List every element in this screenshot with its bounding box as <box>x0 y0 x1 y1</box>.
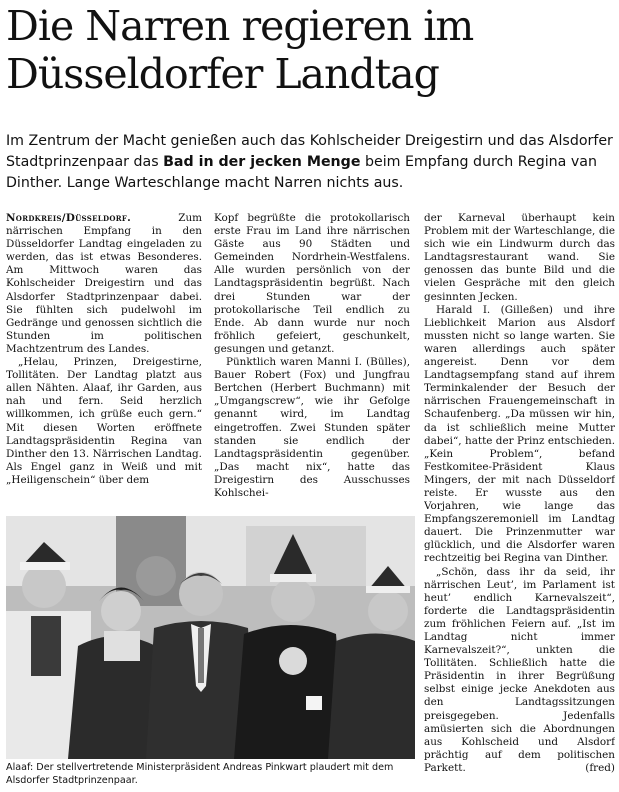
paragraph-text: Zum närrischen Empfang in den Düsseldorfer Landtag eingeladen zu werden, das ist etwas Besonderes. Am Mittwoch waren das Kohlscheider Dreigestirn und das Alsdorfer Stadtprinzenpaar dabei. Sie fühlten sich pudelwohl im Gedränge und genossen sichtlich die Stunden im politischen Machtzentrum des Landes. <box>6 212 202 355</box>
subheadline <box>6 131 614 194</box>
paragraph <box>424 566 615 776</box>
paragraph <box>6 212 202 356</box>
subheadline-part-2: beim Empfang durch Regina van Dinther. Lange Warteschlange macht Narren nichts aus. <box>6 154 597 191</box>
headline-line-2: Düsseldorfer Landtag <box>6 50 439 98</box>
subheadline-highlight: Bad in der jecken Menge <box>163 154 361 170</box>
paragraph: Harald I. (Gilleßen) und ihre Lieblichkeit Marion aus Alsdorf mussten nicht so lange warten. Sie waren allerdings auch später angereist. Denn vor dem Landtagsempfang stand auf ihrem Terminkalender der Besuch der närrischen Frauengemeinschaft in Schaufenberg. „Da müssen wir hin, da ist schließlich meine Mutter dabei“, hatte der Prinz entschieden. „Kein Problem“, befand Festkomitee-Präsident Klaus Mingers, der mit nach Düsseldorf reiste. Er wusste aus den Vorjahren, wie lange das Empfangszeremoniell im Landtag dauert. Die Prinzenmutter war glücklich, und die Alsdorfer waren rechtzeitig bei Regina van Dinther. <box>424 303 615 565</box>
photo-caption: Alaaf: Der stellvertretende Ministerpräsident Andreas Pinkwart plaudert mit dem Alsdorfer Stadtprinzenpaar. <box>6 762 394 786</box>
headline <box>6 2 614 98</box>
paragraph: Kopf begrüßte die protokollarisch erste Frau im Land ihre närrischen Gäste aus 90 Städten und Gemeinden Nordrhein-Westfalens. Alle wurden persönlich von der Landtagspräsidentin begrüßt. Nach drei Stunden war der protokollarische Teil endlich zu Ende. Ab dann wurde nur noch fröhlich gefeiert, geschunkelt, gesungen und getanzt. <box>214 212 410 355</box>
photo-illustration <box>6 516 415 759</box>
author-signature: (fred) <box>585 761 615 774</box>
headline-line-1: Die Narren regieren im <box>6 2 474 50</box>
subheadline-part-1: Im Zentrum der Macht genießen auch das Kohlscheider Dreigestirn und das Alsdorfer Stadtprinzenpaar das <box>6 133 613 170</box>
paragraph-text: „Schön, dass ihr da seid, ihr närrischen Leut’, im Parlament ist heut’ endlich Karnevalszeit“, forderte die Landtagspräsidentin zum fröhlichen Feiern auf. „Ist im Landtag nicht immer Karnevalszeit?“, unkten die Tollitäten. Schließlich hatte die Präsidentin in ihrer Begrüßung selbst einige jecke Anekdoten aus den Landtagssitzungen preisgegeben. Jedenfalls amüsierten sich die Abordnungen aus Kohlscheid und Alsdorf prächtig auf dem politischen Parkett. <box>424 565 615 774</box>
article-column-1 <box>6 212 202 512</box>
article-column-2 <box>214 212 410 512</box>
dateline: Nordkreis/Düsseldorf. <box>6 212 132 224</box>
article-photo <box>6 516 415 759</box>
article-column-3 <box>424 212 615 792</box>
paragraph: der Karneval überhaupt kein Problem mit der Warteschlange, die sich wie ein Lindwurm durch das Landtagsrestaurant wand. Sie genossen das bunte Bild und die vielen Gespräche mit den gleich gesinnten Jecken. <box>424 212 615 303</box>
paragraph: „Helau, Prinzen, Dreigestirne, Tollitäten. Der Landtag platzt aus allen Nähten. Alaaf, ihr Garden, aus nah und fern. Seid herzlich willkommen, ich grüße euch gern.“ Mit diesen Worten eröffnete Landtagspräsidentin Regina van Dinther den 13. Närrischen Landtag. Als Engel ganz in Weiß und mit „Heiligenschein“ über dem <box>6 356 202 486</box>
paragraph: Pünktlich waren Manni I. (Bülles), Bauer Robert (Fox) und Jungfrau Bertchen (Herbert Buchmann) mit „Umgangscrew“, wie ihr Gefolge genannt wird, im Landtag eingetroffen. Zwei Stunden später standen sie endlich der Landtagspräsidentin gegenüber. „Das macht nix“, hatte das Dreigestirn des Ausschusses Kohlschei- <box>214 356 410 499</box>
